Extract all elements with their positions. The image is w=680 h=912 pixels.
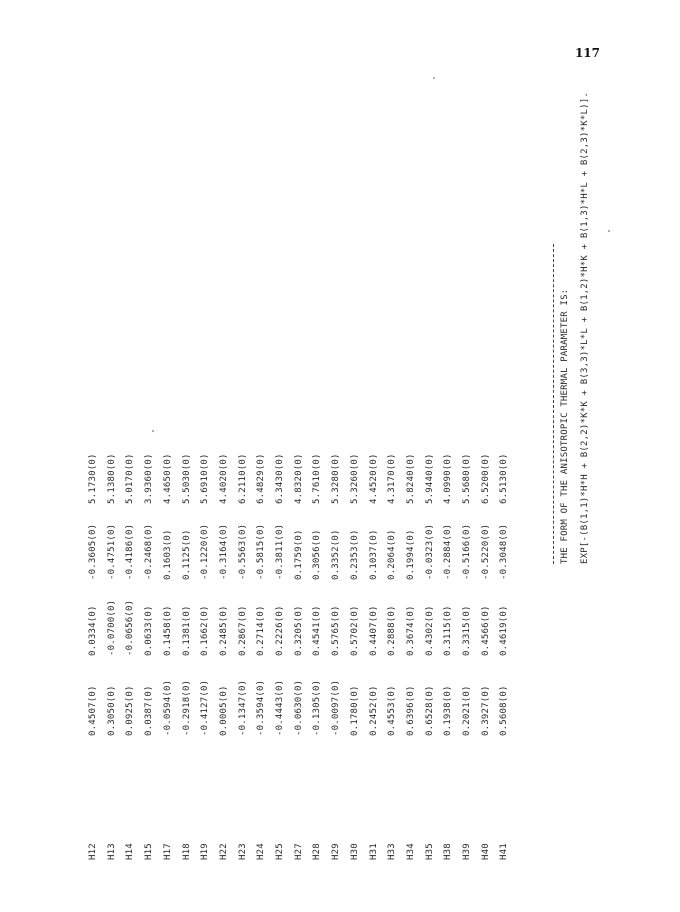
cell-b: 5.9440(0)	[424, 453, 435, 504]
table-row	[107, 16, 125, 876]
footer-line-2: EXP[-(B(1,1)*H*H + B(2,2)*K*K + B(3,3)*L*L + B(1,2)*H*K + B(1,3)*H*L + B(2,3)*K*L)].	[580, 92, 590, 564]
cell-x: 0.0005(0)	[218, 685, 229, 736]
cell-z: -0.5220(0)	[480, 523, 491, 580]
cell-x: -0.1305(0)	[312, 679, 323, 736]
cell-x: 0.1938(0)	[443, 685, 454, 736]
cell-y: -0.0700(0)	[106, 599, 117, 656]
cell-atom: H12	[88, 843, 98, 860]
footer-divider	[553, 244, 554, 564]
table-row	[499, 16, 517, 876]
cell-b: 4.4520(0)	[368, 453, 379, 504]
cell-y: 0.4619(0)	[499, 605, 510, 656]
cell-x: -0.4127(0)	[200, 679, 211, 736]
cell-y: 0.1381(0)	[181, 605, 192, 656]
cell-atom: H39	[462, 843, 472, 860]
cell-b: 6.4829(0)	[256, 453, 267, 504]
cell-x: 0.4553(0)	[387, 685, 398, 736]
cell-atom: H25	[275, 843, 285, 860]
cell-atom: H31	[368, 843, 379, 860]
cell-atom: H40	[480, 843, 491, 860]
cell-y: 0.3115(0)	[443, 605, 454, 656]
cell-z: -0.3164(0)	[218, 523, 229, 580]
table-row	[238, 16, 256, 876]
cell-z: -0.5166(0)	[462, 523, 472, 580]
cell-z: -0.3605(0)	[88, 523, 98, 580]
cell-z: 0.3352(0)	[331, 529, 342, 580]
cell-atom: H18	[181, 843, 192, 860]
cell-b: 3.9360(0)	[144, 453, 155, 504]
cell-z: 0.1994(0)	[405, 529, 416, 580]
cell-z: -0.5815(0)	[256, 523, 267, 580]
table-row	[481, 16, 499, 876]
cell-atom: H15	[144, 843, 155, 860]
cell-atom: H34	[405, 843, 416, 860]
cell-x: 0.6528(0)	[424, 685, 435, 736]
table-row	[369, 16, 387, 876]
cell-x: 0.3050(0)	[106, 685, 117, 736]
cell-b: 5.7610(0)	[312, 453, 323, 504]
cell-atom: H38	[443, 843, 454, 860]
cell-b: 6.3430(0)	[275, 453, 285, 504]
cell-y: 0.4302(0)	[424, 605, 435, 656]
cell-b: 5.0170(0)	[125, 453, 136, 504]
cell-x: -0.3594(0)	[256, 679, 267, 736]
cell-atom: H17	[162, 843, 173, 860]
footer-line-1: THE FORM OF THE ANISOTROPIC THERMAL PARAMETER IS:	[560, 288, 570, 564]
cell-z: 0.2064(0)	[387, 529, 398, 580]
cell-z: -0.1220(0)	[200, 523, 211, 580]
cell-y: 0.4541(0)	[312, 605, 323, 656]
cell-b: 4.4650(0)	[162, 453, 173, 504]
cell-y: 0.4407(0)	[368, 605, 379, 656]
cell-atom: H22	[218, 843, 229, 860]
scan-speck	[433, 77, 435, 79]
cell-b: 5.1380(0)	[106, 453, 117, 504]
cell-y: -0.0656(0)	[125, 599, 136, 656]
cell-b: 6.5200(0)	[480, 453, 491, 504]
table-row	[219, 16, 237, 876]
cell-z: -0.4186(0)	[125, 523, 136, 580]
cell-b: 5.5680(0)	[462, 453, 472, 504]
cell-b: 5.3260(0)	[349, 453, 360, 504]
cell-atom: H28	[312, 843, 323, 860]
cell-y: 0.2714(0)	[256, 605, 267, 656]
cell-atom: H27	[293, 843, 304, 860]
cell-z: -0.5563(0)	[237, 523, 248, 580]
cell-atom: H23	[237, 843, 248, 860]
cell-atom: H24	[256, 843, 267, 860]
cell-x: 0.3927(0)	[480, 685, 491, 736]
cell-atom: H19	[200, 843, 211, 860]
cell-b: 4.4020(0)	[218, 453, 229, 504]
table-row	[294, 16, 312, 876]
cell-y: 0.1458(0)	[162, 605, 173, 656]
cell-x: 0.5608(0)	[499, 685, 510, 736]
table-row	[462, 16, 480, 876]
cell-z: -0.0323(0)	[424, 523, 435, 580]
cell-atom: H41	[499, 843, 510, 860]
cell-z: 0.1037(0)	[368, 529, 379, 580]
cell-y: 0.2485(0)	[218, 605, 229, 656]
table-row	[425, 16, 443, 876]
cell-x: 0.2021(0)	[462, 685, 472, 736]
cell-x: 0.4507(0)	[88, 685, 98, 736]
cell-y: 0.2888(0)	[387, 605, 398, 656]
table-row	[275, 16, 293, 876]
cell-x: -0.1347(0)	[237, 679, 248, 736]
cell-x: -0.2918(0)	[181, 679, 192, 736]
cell-y: 0.5702(0)	[349, 605, 360, 656]
cell-b: 4.3170(0)	[387, 453, 398, 504]
cell-b: 5.5030(0)	[181, 453, 192, 504]
page-number: 117	[574, 46, 600, 60]
scan-speck	[608, 230, 610, 232]
cell-atom: H33	[387, 843, 398, 860]
cell-y: 0.3674(0)	[405, 605, 416, 656]
cell-x: 0.1780(0)	[349, 685, 360, 736]
table-row	[312, 16, 330, 876]
table-row	[182, 16, 200, 876]
cell-x: -0.0630(0)	[293, 679, 304, 736]
cell-x: -0.4443(0)	[275, 679, 285, 736]
table-row	[256, 16, 274, 876]
cell-x: -0.0097(0)	[331, 679, 342, 736]
cell-x: 0.6396(0)	[405, 685, 416, 736]
cell-b: 6.2110(0)	[237, 453, 248, 504]
cell-z: -0.2468(0)	[144, 523, 155, 580]
cell-z: 0.1125(0)	[181, 529, 192, 580]
cell-z: 0.2353(0)	[349, 529, 360, 580]
cell-y: 0.2867(0)	[237, 605, 248, 656]
table-row	[163, 16, 181, 876]
cell-y: 0.1662(0)	[200, 605, 211, 656]
table-row	[387, 16, 405, 876]
cell-z: -0.3811(0)	[275, 523, 285, 580]
table-row	[443, 16, 461, 876]
cell-atom: H14	[125, 843, 136, 860]
cell-b: 4.0990(0)	[443, 453, 454, 504]
cell-z: 0.1603(0)	[162, 529, 173, 580]
cell-y: 0.4566(0)	[480, 605, 491, 656]
cell-atom: H13	[106, 843, 117, 860]
table-row	[200, 16, 218, 876]
cell-b: 5.1730(0)	[88, 453, 98, 504]
cell-y: 0.2226(0)	[275, 605, 285, 656]
scan-speck	[152, 430, 154, 432]
cell-y: 0.3315(0)	[462, 605, 472, 656]
table-row	[88, 16, 106, 876]
table-row	[406, 16, 424, 876]
cell-y: 0.5765(0)	[331, 605, 342, 656]
cell-x: 0.2452(0)	[368, 685, 379, 736]
cell-y: 0.0334(0)	[88, 605, 98, 656]
cell-b: 4.8320(0)	[293, 453, 304, 504]
cell-z: 0.3056(0)	[312, 529, 323, 580]
cell-x: -0.0594(0)	[162, 679, 173, 736]
cell-atom: H30	[349, 843, 360, 860]
cell-atom: H29	[331, 843, 342, 860]
cell-b: 5.8240(0)	[405, 453, 416, 504]
table-row	[331, 16, 349, 876]
cell-atom: H35	[424, 843, 435, 860]
cell-z: -0.3048(0)	[499, 523, 510, 580]
table-row	[144, 16, 162, 876]
cell-z: -0.2884(0)	[443, 523, 454, 580]
cell-b: 6.5130(0)	[499, 453, 510, 504]
cell-b: 5.6910(0)	[200, 453, 211, 504]
cell-x: 0.0387(0)	[144, 685, 155, 736]
cell-z: -0.4751(0)	[106, 523, 117, 580]
cell-y: 0.3205(0)	[293, 605, 304, 656]
cell-z: 0.1759(0)	[293, 529, 304, 580]
table-row	[125, 16, 143, 876]
cell-x: 0.0925(0)	[125, 685, 136, 736]
cell-b: 5.3280(0)	[331, 453, 342, 504]
cell-y: 0.0633(0)	[144, 605, 155, 656]
table-row	[350, 16, 368, 876]
